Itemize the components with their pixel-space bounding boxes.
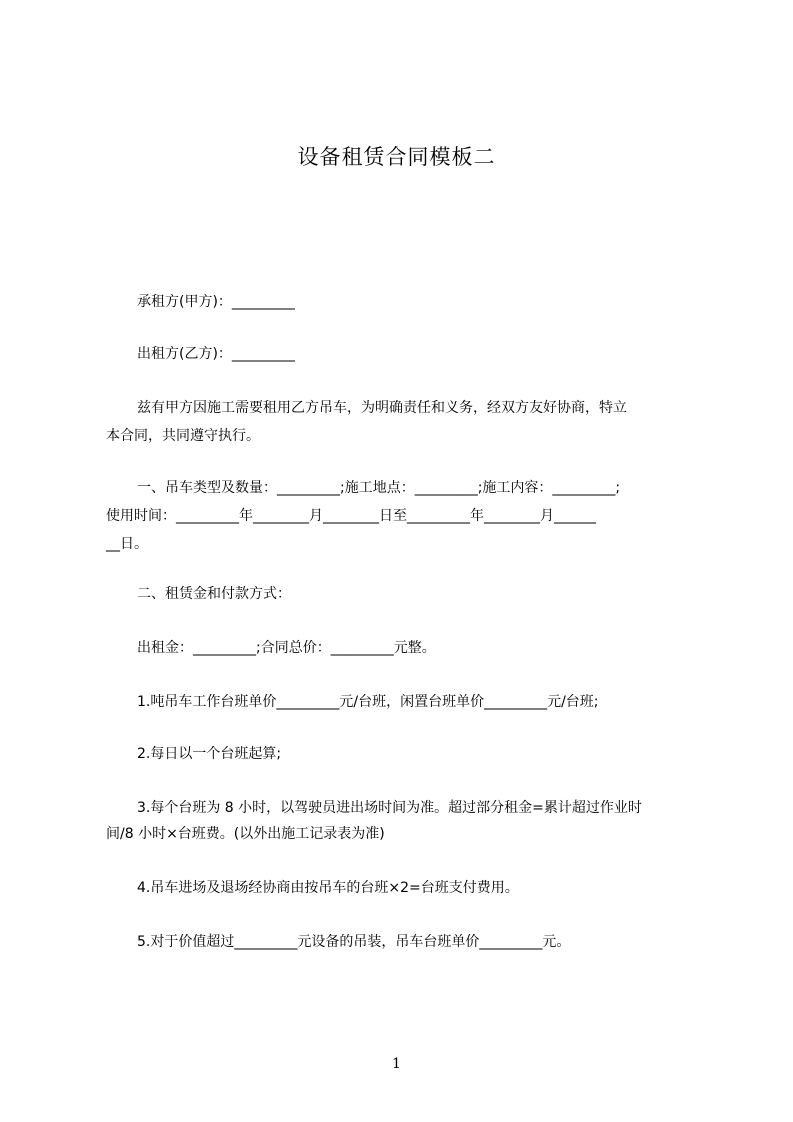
- clause1-line-1: 一、吊车类型及数量：_________;施工地点：_________;施工内容：_________;: [137, 480, 621, 496]
- lessor-line: 出租方(乙方)：_________: [137, 346, 295, 362]
- rent-line: 出租金：_________;合同总价：_________元整。: [137, 640, 436, 656]
- preamble-line-1: 兹有甲方因施工需要租用乙方吊车，为明确责任和义务，经双方友好协商，特立: [137, 400, 627, 416]
- clause1-line-3: __日。: [106, 536, 148, 552]
- item-4: 4.吊车进场及退场经协商由按吊车的台班×2=台班支付费用。: [137, 880, 519, 896]
- preamble-line-2: 本合同，共同遵守执行。: [106, 428, 260, 444]
- item-3-line-2: 间/8 小时×台班费。(以外出施工记录表为准): [106, 826, 385, 842]
- page-number: 1: [392, 1056, 401, 1072]
- item-3-line-1: 3.每个台班为 8 小时，以驾驶员进出场时间为准。超过部分租金=累计超过作业时: [137, 800, 642, 816]
- lessee-line: 承租方(甲方)：_________: [137, 294, 295, 310]
- clause1-line-2: 使用时间：_________年________月________日至_________年________月______: [106, 508, 596, 524]
- item-1: 1.吨吊车工作台班单价_________元/台班，闲置台班单价_________元/台班;: [137, 694, 599, 710]
- clause2-heading: 二、租赁金和付款方式：: [137, 586, 291, 602]
- item-5: 5.对于价值超过_________元设备的吊装，吊车台班单价_________元。: [137, 934, 571, 950]
- item-2: 2.每日以一个台班起算;: [137, 746, 282, 762]
- document-title: 设备租赁合同模板二: [297, 145, 496, 169]
